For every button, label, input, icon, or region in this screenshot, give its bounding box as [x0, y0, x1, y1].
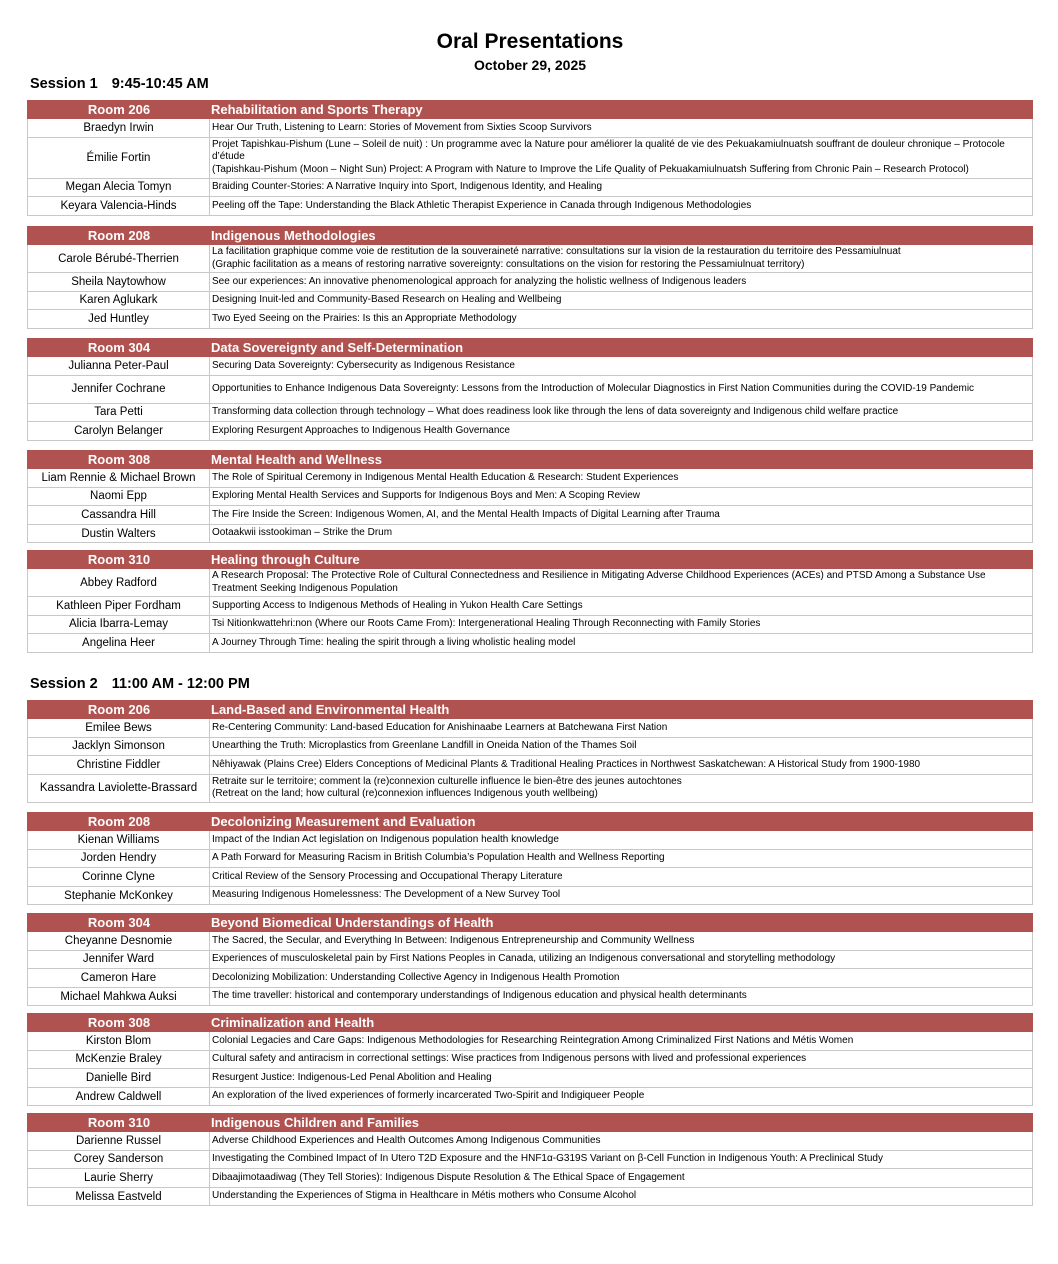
presentation-title: Re-Centering Community: Land-based Education for Anishinaabe Learners at Batchewana First Nation [212, 721, 668, 733]
presentation-title: Ootaakwii isstookiman – Strike the Drum [212, 527, 393, 539]
presenter-name: Carole Bérubé-Therrien [28, 245, 210, 272]
presenter-name: Kathleen Piper Fordham [28, 597, 210, 615]
table-row [27, 969, 1033, 988]
room-theme: Criminalization and Health [211, 1015, 375, 1030]
room-block [27, 700, 1033, 803]
event-date: October 29, 2025 [473, 57, 587, 73]
presentation-title: Transforming data collection through technology – What does readiness look like through the lens of data sovereignty and Indigenous child welfare practice [212, 406, 899, 418]
presenter-name: Karen Aglukark [28, 292, 210, 310]
presentation-title: Impact of the Indian Act legislation on Indigenous population health knowledge [212, 833, 559, 845]
room-theme: Healing through Culture [211, 552, 360, 567]
presenter-name: Jed Huntley [28, 310, 210, 328]
presentation-title: Tsi Nitionkwattehri:non (Where our Roots Came From): Intergenerational Healing Through Reconnecting with Family Stories [212, 618, 761, 630]
table-row [27, 951, 1033, 970]
room-number: Room 304 [87, 340, 151, 355]
room-block [27, 450, 1033, 543]
presentation-title: An exploration of the lived experiences of formerly incarcerated Two-Spirit and Indigiqueer People [212, 1090, 645, 1102]
presenter-name: Melissa Eastveld [28, 1188, 210, 1206]
presenter-name: Corey Sanderson [28, 1151, 210, 1169]
presentation-title: Two Eyed Seeing on the Prairies: Is this an Appropriate Methodology [212, 312, 517, 324]
presentation-title: Retraite sur le territoire; comment la (re)connexion culturelle influence le bien-être des jeunes autochtones (Retreat on the land; how cultural (re)connexion influences Indigenous youth wellbeing) [212, 775, 682, 800]
table-row [27, 932, 1033, 951]
room-header [27, 100, 1033, 119]
table-row [27, 119, 1033, 138]
room-header [27, 450, 1033, 469]
room-theme: Beyond Biomedical Understandings of Health [211, 915, 494, 930]
presentation-title: Exploring Mental Health Services and Supports for Indigenous Boys and Men: A Scoping Review [212, 490, 641, 502]
table-row [27, 469, 1033, 488]
presenter-name: Cassandra Hill [28, 506, 210, 524]
presentation-title: Colonial Legacies and Care Gaps: Indigenous Methodologies for Researching Reintegration Among Criminalized First Nations and Métis Women [212, 1034, 854, 1046]
presentation-title: Critical Review of the Sensory Processing and Occupational Therapy Literature [212, 870, 563, 882]
table-row [27, 850, 1033, 869]
table-row [27, 292, 1033, 311]
room-header [27, 700, 1033, 719]
table-row [27, 868, 1033, 887]
presenter-name: Jennifer Cochrane [28, 376, 210, 403]
presentation-title: Hear Our Truth, Listening to Learn: Stories of Movement from Sixties Scoop Survivors [212, 121, 592, 133]
presenter-name: Cameron Hare [28, 969, 210, 987]
presenter-name: Liam Rennie & Michael Brown [28, 469, 210, 487]
presenter-name: Jennifer Ward [28, 951, 210, 969]
presenter-name: Alicia Ibarra-Lemay [28, 616, 210, 634]
session-heading [30, 75, 209, 93]
presenter-name: Michael Mahkwa Auksi [28, 988, 210, 1006]
room-number: Room 310 [87, 1115, 151, 1130]
presenter-name: Carolyn Belanger [28, 422, 210, 440]
session-time: 9:45-10:45 AM [111, 76, 209, 92]
presentation-title: Nêhiyawak (Plains Cree) Elders Conceptions of Medicinal Plants & Traditional Healing Practices in Northwest Saskatchewan: A Historical Study from 1900-1980 [212, 758, 921, 770]
room-header [27, 812, 1033, 831]
room-theme: Mental Health and Wellness [211, 452, 382, 467]
presentation-title: Decolonizing Mobilization: Understanding Collective Agency in Indigenous Health Promotion [212, 971, 620, 983]
presentation-title: Understanding the Experiences of Stigma in Healthcare in Métis mothers who Consume Alcohol [212, 1190, 637, 1202]
room-block [27, 226, 1033, 329]
room-block [27, 1113, 1033, 1206]
presenter-name: Stephanie McKonkey [28, 887, 210, 905]
presentation-title: See our experiences: An innovative phenomenological approach for analyzing the holistic wellness of Indigenous leaders [212, 275, 747, 287]
presenter-name: Kienan Williams [28, 831, 210, 849]
presenter-name: Braedyn Irwin [28, 119, 210, 137]
table-row [27, 310, 1033, 329]
table-row [27, 1051, 1033, 1070]
room-number: Room 208 [87, 814, 151, 829]
room-header [27, 913, 1033, 932]
presentation-title: Supporting Access to Indigenous Methods of Healing in Yukon Health Care Settings [212, 599, 583, 611]
presentation-title: Dibaajimotaadiwag (They Tell Stories): Indigenous Dispute Resolution & The Ethical Space of Engagement [212, 1171, 685, 1183]
table-row [27, 1132, 1033, 1151]
presentation-title: The Role of Spiritual Ceremony in Indigenous Mental Health Education & Research: Student Experiences [212, 471, 679, 483]
presenter-name: Sheila Naytowhow [28, 273, 210, 291]
presenter-name: Cheyanne Desnomie [28, 932, 210, 950]
presenter-name: Dustin Walters [28, 525, 210, 543]
table-row [27, 738, 1033, 757]
presenter-name: Angelina Heer [28, 634, 210, 652]
presentation-title: A Research Proposal: The Protective Role of Cultural Connectedness and Resilience in Mitigating Adverse Childhood Experiences (ACEs) and PTSD Among a Substance Use Treatment Seeking Indigenous Population [212, 570, 986, 594]
presentation-title: A Journey Through Time: healing the spirit through a living wholistic healing model [212, 636, 576, 648]
presenter-name: Kassandra Laviolette-Brassard [28, 775, 210, 802]
table-row [27, 597, 1033, 616]
presenter-name: Abbey Radford [28, 569, 210, 596]
table-row [27, 488, 1033, 507]
session-time: 11:00 AM - 12:00 PM [111, 676, 250, 692]
table-row [27, 525, 1033, 544]
presenter-name: Jacklyn Simonson [28, 738, 210, 756]
room-theme: Land-Based and Environmental Health [211, 702, 450, 717]
presentation-title: Securing Data Sovereignty: Cybersecurity as Indigenous Resistance [212, 359, 515, 371]
room-number: Room 206 [87, 702, 151, 717]
presentation-title: Experiences of musculoskeletal pain by First Nations Peoples in Canada, utilizing an Indigenous conversational and storytelling methodology [212, 953, 836, 965]
room-theme: Rehabilitation and Sports Therapy [211, 102, 423, 117]
room-number: Room 308 [87, 1015, 151, 1030]
presentation-title: Cultural safety and antiracism in correctional settings: Wise practices from Indigenous persons with lived and professional experiences [212, 1053, 807, 1065]
room-number: Room 308 [87, 452, 151, 467]
presentation-title: Designing Inuit-led and Community-Based Research on Healing and Wellbeing [212, 294, 562, 306]
table-row [27, 887, 1033, 906]
session-heading [30, 675, 250, 693]
room-header [27, 1113, 1033, 1132]
presentation-title: The time traveller: historical and contemporary understandings of Indigenous education and physical health determinants [212, 990, 747, 1002]
session-label: Session 1 [30, 76, 98, 92]
presenter-name: Jorden Hendry [28, 850, 210, 868]
presentation-title: A Path Forward for Measuring Racism in British Columbia’s Population Health and Wellness Reporting [212, 852, 665, 864]
table-row [27, 1169, 1033, 1188]
presentation-title: Adverse Childhood Experiences and Health Outcomes Among Indigenous Communities [212, 1134, 601, 1146]
table-row [27, 831, 1033, 850]
table-row [27, 1188, 1033, 1207]
presentation-title: Resurgent Justice: Indigenous-Led Penal Abolition and Healing [212, 1071, 492, 1083]
room-block [27, 100, 1033, 216]
presentation-title: Investigating the Combined Impact of In Utero T2D Exposure and the HNF1α-G319S Variant on β-Cell Function in Indigenous Youth: A Preclinical Study [212, 1153, 883, 1165]
presenter-name: McKenzie Braley [28, 1051, 210, 1069]
table-row [27, 1088, 1033, 1107]
presenter-name: Emilee Bews [28, 719, 210, 737]
room-header [27, 226, 1033, 245]
table-row [27, 616, 1033, 635]
room-block [27, 338, 1033, 441]
presentation-title: Peeling off the Tape: Understanding the Black Athletic Therapist Experience in Canada through Indigenous Methodologies [212, 199, 752, 211]
presentation-title: The Fire Inside the Screen: Indigenous Women, AI, and the Mental Health Impacts of Digital Learning after Trauma [212, 508, 720, 520]
table-row [27, 357, 1033, 376]
room-block [27, 1013, 1033, 1106]
presentation-title: Braiding Counter-Stories: A Narrative Inquiry into Sport, Indigenous Identity, and Healing [212, 181, 603, 193]
room-number: Room 310 [87, 552, 151, 567]
room-header [27, 550, 1033, 569]
presenter-name: Darienne Russel [28, 1132, 210, 1150]
presenter-name: Julianna Peter-Paul [28, 357, 210, 375]
presenter-name: Émilie Fortin [28, 138, 210, 178]
table-row [27, 1032, 1033, 1051]
presentation-title: Unearthing the Truth: Microplastics from Greenlane Landfill in Oneida Nation of the Thames Soil [212, 740, 637, 752]
table-row [27, 245, 1033, 273]
table-row [27, 1069, 1033, 1088]
presenter-name: Laurie Sherry [28, 1169, 210, 1187]
table-row [27, 775, 1033, 803]
page-title: Oral Presentations [436, 30, 624, 53]
presenter-name: Corinne Clyne [28, 868, 210, 886]
presentation-title: Opportunities to Enhance Indigenous Data Sovereignty: Lessons from the Introduction of Molecular Diagnostics in First Nation Communities during the COVID-19 Pandemic [212, 382, 975, 394]
presenter-name: Naomi Epp [28, 488, 210, 506]
table-row [27, 197, 1033, 216]
presentation-title: Projet Tapishkau-Pishum (Lune – Soleil de nuit) : Un programme avec la Nature pour améliorer la qualité de vie des Pekuakamiulnuatsh souffrant de douleur chronique – Protocole d’étude (Tapishkau-Pishum (Moon – Night Sun) Project: A Program with Nature to Improve the Life Quality of Pekuakamiulnuatsh Suffering from Chronic Pain – Research Protocol) [212, 138, 1005, 175]
table-row [27, 376, 1033, 404]
table-row [27, 719, 1033, 738]
presenter-name: Keyara Valencia-Hinds [28, 197, 210, 215]
presentation-title: The Sacred, the Secular, and Everything In Between: Indigenous Entrepreneurship and Community Wellness [212, 934, 695, 946]
session-label: Session 2 [30, 676, 98, 692]
table-row [27, 634, 1033, 653]
room-header [27, 338, 1033, 357]
room-block [27, 550, 1033, 653]
room-header [27, 1013, 1033, 1032]
presenter-name: Kirston Blom [28, 1032, 210, 1050]
room-number: Room 206 [87, 102, 151, 117]
presenter-name: Danielle Bird [28, 1069, 210, 1087]
presentation-title: Measuring Indigenous Homelessness: The Development of a New Survey Tool [212, 889, 561, 901]
table-row [27, 506, 1033, 525]
presenter-name: Andrew Caldwell [28, 1088, 210, 1106]
room-block [27, 812, 1033, 905]
table-row [27, 138, 1033, 179]
table-row [27, 569, 1033, 597]
table-row [27, 273, 1033, 292]
table-row [27, 179, 1033, 198]
table-row [27, 988, 1033, 1007]
room-number: Room 208 [87, 228, 151, 243]
room-theme: Decolonizing Measurement and Evaluation [211, 814, 476, 829]
room-number: Room 304 [87, 915, 151, 930]
table-row [27, 422, 1033, 441]
room-theme: Indigenous Methodologies [211, 228, 376, 243]
table-row [27, 404, 1033, 423]
presenter-name: Tara Petti [28, 404, 210, 422]
presenter-name: Megan Alecia Tomyn [28, 179, 210, 197]
room-block [27, 913, 1033, 1006]
room-theme: Data Sovereignty and Self-Determination [211, 340, 464, 355]
presenter-name: Christine Fiddler [28, 756, 210, 774]
table-row [27, 756, 1033, 775]
table-row [27, 1151, 1033, 1170]
presentation-title: La facilitation graphique comme voie de restitution de la souveraineté narrative: consultations sur la vision de la restauration du territoire des Pessamiulnuat (Graphic facilitation as a means of restoring narrative sovereignty: consultations on the vision for restoring the Pessamiulnuat territory) [212, 246, 901, 270]
room-theme: Indigenous Children and Families [211, 1115, 420, 1130]
presentation-title: Exploring Resurgent Approaches to Indigenous Health Governance [212, 424, 510, 436]
